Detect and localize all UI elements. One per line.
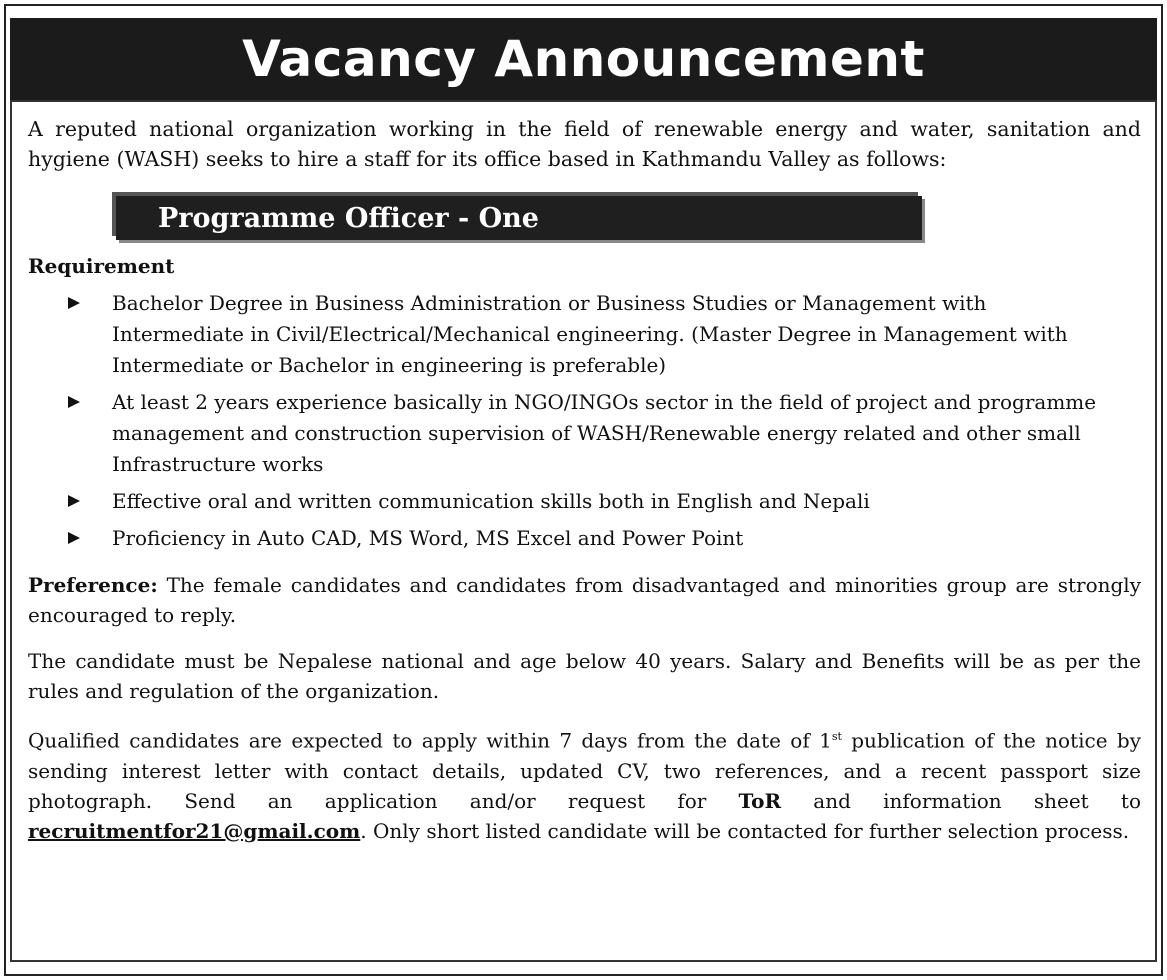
bullet-arrow-icon [68,532,80,544]
application-paragraph: Qualified candidates are expected to apply within 7 days from the date of 1st publication of the notice by sending interest letter with contact details, updated CV, two references, and a recent passport size photograph. Send an application and/or request for ToR and information sheet to recruitmentfor21@gmail.com. Only short listed candidate will be contacted for further selection process. [28,728,1141,843]
position-banner [116,196,922,240]
preference-label: Preference: [28,573,158,597]
requirement-item: At least 2 years experience basically in NGO/INGOs sector in the field of project and programme management and construction supervision of WASH/Renewable energy related and other small Infrastructure works [28,387,1141,480]
preference-text: The female candidates and candidates from disadvantaged and minorities group are strongly encouraged to reply. [28,573,1141,627]
content-area [28,114,1141,846]
title-banner [10,18,1157,100]
position-title: Programme Officer - One [158,202,539,234]
page-title: Vacancy Announcement [242,30,925,88]
announcement-body [10,100,1157,962]
requirement-item: Bachelor Degree in Business Administration or Business Studies or Management with Intermediate in Civil/Electrical/Mechanical engineering. (Master Degree in Management with Intermediate or Bachelor in engineering is preferable) [28,288,1141,381]
requirements-list [28,288,1141,554]
tor-text: ToR [738,788,782,813]
requirement-item: Proficiency in Auto CAD, MS Word, MS Excel and Power Point [28,523,1141,554]
requirement-item: Effective oral and written communication skills both in English and Nepali [28,486,1141,517]
email-address[interactable]: recruitmentfor21@gmail.com [28,818,361,843]
bullet-arrow-icon [68,495,80,507]
bullet-arrow-icon [68,396,80,408]
intro-paragraph: A reputed national organization working in the field of renewable energy and water, sanitation and hygiene (WASH) seeks to hire a staff for its office based in Kathmandu Valley as follows: [28,117,1141,171]
bullet-arrow-icon [68,297,80,309]
eligibility-paragraph: The candidate must be Nepalese national and age below 40 years. Salary and Benefits will be as per the rules and regulation of the organization. [28,649,1141,703]
requirement-heading: Requirement [28,254,175,278]
preference-paragraph [28,570,1141,630]
